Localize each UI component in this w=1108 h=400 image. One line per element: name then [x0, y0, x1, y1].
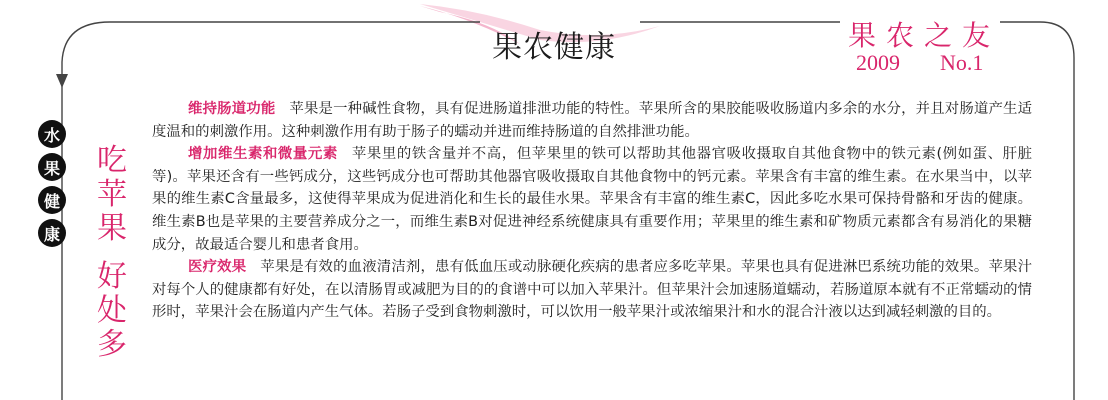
article-body — [152, 98, 1032, 324]
paragraph-text: 苹果是一种碱性食物，具有促进肠道排泄功能的特性。苹果所含的果胶能吸收肠道内多余的水分，并且对肠道产生适度温和的刺激作用。这种刺激作用有助于肠子的蠕动并进而维持肠道的自然排泄功能。 — [152, 101, 1032, 140]
article-title-char: 果 — [97, 211, 127, 246]
paragraph-intestinal-function — [152, 98, 1032, 143]
column-tag-char: 康 — [38, 219, 66, 247]
article-title-char: 好 — [97, 259, 127, 294]
article-title-part-2 — [92, 260, 132, 362]
paragraph-heading: 增加维生素和微量元素 — [188, 146, 338, 163]
frame-arrow — [56, 74, 68, 88]
paragraph-heading: 维持肠道功能 — [188, 101, 276, 117]
column-tag-char: 果 — [38, 153, 66, 181]
article-title-char: 吃 — [97, 143, 127, 178]
paragraph-text: 苹果是有效的血液清洁剂，患有低血压或动脉硬化疾病的患者应多吃苹果。苹果也具有促进淋巴系统功能的效果。苹果汁对每个人的健康都有好处，在以清肠胃或减肥为目的的食谱中可以加入苹果汁。但苹果汁会加速肠道蠕动，若肠道原本就有不正常蠕动的情形时，苹果汁会在肠道内产生气体。若肠子受到食物刺激时，可以饮用一般苹果汁或浓缩果汁和水的混合汁液以达到减轻刺激的目的。 — [152, 259, 1032, 321]
paragraph-heading: 医疗效果 — [188, 259, 247, 276]
magazine-name: 果农之友 — [848, 19, 1001, 52]
article-title-part-1 — [92, 144, 132, 246]
column-tag-char: 水 — [38, 120, 66, 148]
article-title-char: 苹 — [97, 177, 127, 212]
article-title-char: 多 — [97, 327, 127, 362]
paragraph-medical-effects — [152, 256, 1032, 324]
paragraph-text: 苹果里的铁含量并不高，但苹果里的铁可以帮助其他器官吸收摄取自其他食物中的铁元素(例如蛋、肝脏等)。苹果还含有一些钙成分，这些钙成分也可帮助其他器官吸收摄取自其他食物中的钙元素。苹果含有丰富的维生素。在水果当中，以苹果的维生素C含量最多，这使得苹果成为促进消化和生长的最佳水果。苹果含有丰富的维生素C，因此多吃水果可保持骨骼和牙齿的健康。维生素B也是苹果的主要营养成分之一，而维生素B对促进神经系统健康具有重要作用；苹果里的维生素和矿物质元素都含有易消化的果糖成分，故最适合婴儿和患者食用。 — [152, 146, 1032, 253]
paragraph-vitamins — [152, 143, 1032, 256]
magazine-issue: No.1 — [940, 50, 984, 75]
column-tag — [38, 120, 70, 247]
article-title-char: 处 — [97, 293, 127, 328]
section-title: 果农健康 — [492, 30, 616, 65]
column-tag-char: 健 — [38, 186, 66, 214]
magazine-year: 2009 — [856, 50, 900, 75]
